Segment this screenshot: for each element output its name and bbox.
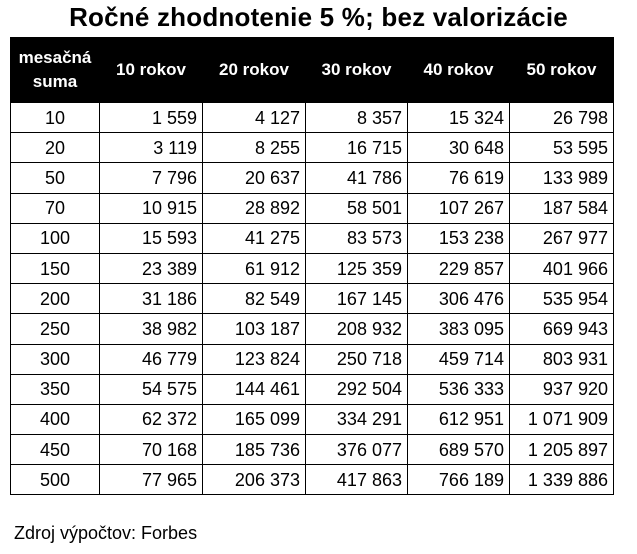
table-row	[11, 465, 614, 495]
value-10-years-cell: 31 186	[100, 284, 203, 314]
value-40-years-cell: 76 619	[408, 163, 510, 193]
table-row	[11, 223, 614, 253]
value-20-years-cell: 28 892	[203, 193, 306, 223]
monthly-sum-cell: 70	[11, 193, 100, 223]
value-30-years-cell: 8 357	[306, 103, 408, 133]
value-20-years-cell: 20 637	[203, 163, 306, 193]
value-20-years-cell: 8 255	[203, 133, 306, 163]
value-50-years-cell: 1 205 897	[510, 435, 614, 465]
column-header-30-years: 30 rokov	[306, 38, 408, 103]
value-30-years-cell: 83 573	[306, 223, 408, 253]
value-30-years-cell: 250 718	[306, 344, 408, 374]
column-header-40-years: 40 rokov	[408, 38, 510, 103]
monthly-sum-cell: 200	[11, 284, 100, 314]
monthly-sum-cell: 20	[11, 133, 100, 163]
value-30-years-cell: 58 501	[306, 193, 408, 223]
monthly-sum-cell: 250	[11, 314, 100, 344]
table-row	[11, 435, 614, 465]
column-header-20-years: 20 rokov	[203, 38, 306, 103]
source-note: Zdroj výpočtov: Forbes	[14, 523, 198, 543]
column-header-50-years: 50 rokov	[510, 38, 614, 103]
value-10-years-cell: 62 372	[100, 404, 203, 434]
value-40-years-cell: 15 324	[408, 103, 510, 133]
value-50-years-cell: 1 339 886	[510, 465, 614, 495]
value-40-years-cell: 459 714	[408, 344, 510, 374]
table-row	[11, 253, 614, 283]
value-10-years-cell: 1 559	[100, 103, 203, 133]
value-10-years-cell: 7 796	[100, 163, 203, 193]
value-50-years-cell: 26 798	[510, 103, 614, 133]
table-row	[11, 103, 614, 133]
value-20-years-cell: 144 461	[203, 374, 306, 404]
monthly-sum-cell: 150	[11, 253, 100, 283]
value-50-years-cell: 803 931	[510, 344, 614, 374]
table-body	[11, 103, 614, 495]
monthly-sum-cell: 500	[11, 465, 100, 495]
header-row	[11, 38, 614, 103]
value-10-years-cell: 10 915	[100, 193, 203, 223]
value-50-years-cell: 669 943	[510, 314, 614, 344]
table-row	[11, 314, 614, 344]
value-30-years-cell: 167 145	[306, 284, 408, 314]
monthly-sum-cell: 400	[11, 404, 100, 434]
value-20-years-cell: 61 912	[203, 253, 306, 283]
value-40-years-cell: 229 857	[408, 253, 510, 283]
value-10-years-cell: 77 965	[100, 465, 203, 495]
value-20-years-cell: 123 824	[203, 344, 306, 374]
value-20-years-cell: 206 373	[203, 465, 306, 495]
value-10-years-cell: 15 593	[100, 223, 203, 253]
value-50-years-cell: 133 989	[510, 163, 614, 193]
monthly-sum-cell: 100	[11, 223, 100, 253]
value-10-years-cell: 23 389	[100, 253, 203, 283]
column-header-10-years: 10 rokov	[100, 38, 203, 103]
value-20-years-cell: 82 549	[203, 284, 306, 314]
monthly-sum-cell: 450	[11, 435, 100, 465]
value-10-years-cell: 46 779	[100, 344, 203, 374]
value-10-years-cell: 38 982	[100, 314, 203, 344]
table-row	[11, 344, 614, 374]
table-header	[11, 38, 614, 103]
value-40-years-cell: 383 095	[408, 314, 510, 344]
value-20-years-cell: 103 187	[203, 314, 306, 344]
value-40-years-cell: 536 333	[408, 374, 510, 404]
value-20-years-cell: 41 275	[203, 223, 306, 253]
value-40-years-cell: 612 951	[408, 404, 510, 434]
value-30-years-cell: 376 077	[306, 435, 408, 465]
value-50-years-cell: 53 595	[510, 133, 614, 163]
value-50-years-cell: 535 954	[510, 284, 614, 314]
value-10-years-cell: 3 119	[100, 133, 203, 163]
column-header-monthly-sum: mesačná suma	[11, 38, 100, 103]
value-20-years-cell: 185 736	[203, 435, 306, 465]
value-10-years-cell: 54 575	[100, 374, 203, 404]
table-row	[11, 284, 614, 314]
savings-table	[10, 37, 614, 495]
table-row	[11, 404, 614, 434]
value-40-years-cell: 30 648	[408, 133, 510, 163]
value-50-years-cell: 187 584	[510, 193, 614, 223]
monthly-sum-cell: 50	[11, 163, 100, 193]
table-row	[11, 193, 614, 223]
value-30-years-cell: 16 715	[306, 133, 408, 163]
table-row	[11, 163, 614, 193]
value-50-years-cell: 267 977	[510, 223, 614, 253]
value-40-years-cell: 107 267	[408, 193, 510, 223]
monthly-sum-cell: 350	[11, 374, 100, 404]
value-30-years-cell: 125 359	[306, 253, 408, 283]
value-30-years-cell: 334 291	[306, 404, 408, 434]
page-title: Ročné zhodnotenie 5 %; bez valorizácie	[69, 2, 568, 32]
value-50-years-cell: 1 071 909	[510, 404, 614, 434]
value-40-years-cell: 766 189	[408, 465, 510, 495]
monthly-sum-cell: 10	[11, 103, 100, 133]
value-30-years-cell: 417 863	[306, 465, 408, 495]
value-30-years-cell: 292 504	[306, 374, 408, 404]
monthly-sum-cell: 300	[11, 344, 100, 374]
table-row	[11, 133, 614, 163]
value-20-years-cell: 4 127	[203, 103, 306, 133]
value-40-years-cell: 689 570	[408, 435, 510, 465]
value-40-years-cell: 306 476	[408, 284, 510, 314]
value-50-years-cell: 401 966	[510, 253, 614, 283]
value-40-years-cell: 153 238	[408, 223, 510, 253]
value-30-years-cell: 208 932	[306, 314, 408, 344]
value-10-years-cell: 70 168	[100, 435, 203, 465]
value-30-years-cell: 41 786	[306, 163, 408, 193]
value-20-years-cell: 165 099	[203, 404, 306, 434]
table-row	[11, 374, 614, 404]
value-50-years-cell: 937 920	[510, 374, 614, 404]
